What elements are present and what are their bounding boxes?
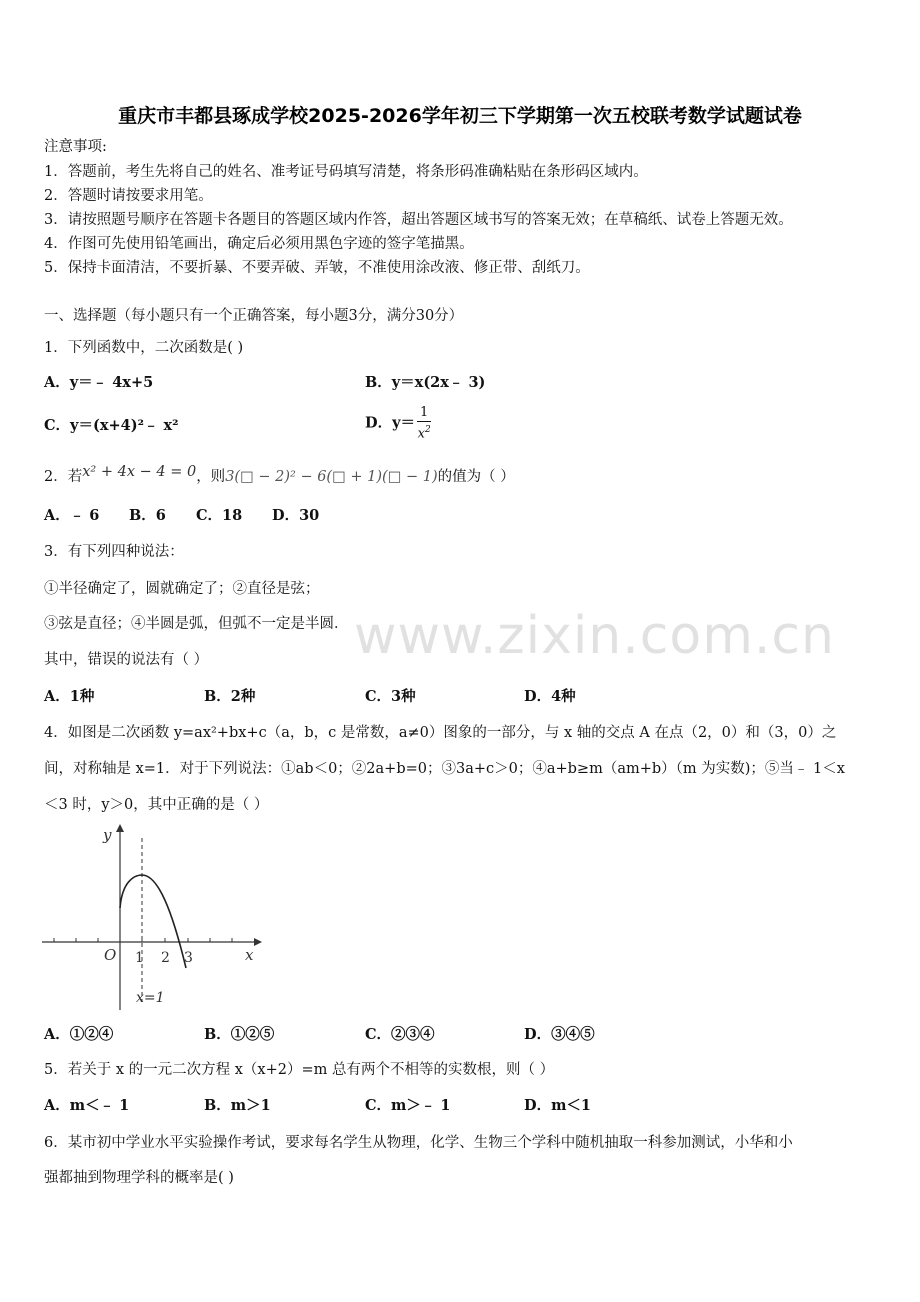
q2-option-c: C．18 bbox=[196, 507, 243, 524]
q1-option-d bbox=[365, 405, 431, 442]
q2-middle: ，则 bbox=[196, 469, 226, 485]
q3-question-line: 其中，错误的说法有（ ） bbox=[44, 652, 209, 668]
question-2-stem bbox=[44, 464, 515, 487]
q4-option-d: D．③④⑤ bbox=[524, 1026, 595, 1043]
q3-option-a: A．1种 bbox=[44, 688, 95, 705]
notice-item: 3．请按照题号顺序在答题卡各题目的答题区域内作答，超出答题区域书写的答案无效；在草稿纸、试卷上答题无效。 bbox=[44, 212, 793, 228]
y-axis-arrow bbox=[116, 824, 124, 832]
notice-item: 2．答题时请按要求用笔。 bbox=[44, 188, 213, 204]
question-6-stem-line: 6．某市初中学业水平实验操作考试，要求每名学生从物理，化学、生物三个学科中随机抽取一科参加测试，小华和小 bbox=[44, 1135, 793, 1151]
parabola-curve bbox=[120, 875, 186, 968]
q2-suffix: 的值为（ ） bbox=[437, 469, 515, 485]
y-axis-label: y bbox=[103, 826, 112, 844]
fraction-numerator: 1 bbox=[417, 405, 431, 422]
tick-label: 3 bbox=[184, 950, 193, 966]
fraction-denominator-base: x bbox=[417, 426, 425, 442]
parabola-graph bbox=[40, 820, 265, 1015]
question-6-stem-line: 强都抽到物理学科的概率是( ) bbox=[44, 1170, 234, 1186]
q5-option-c: C．m＞﹣ 1 bbox=[365, 1097, 451, 1114]
fraction bbox=[417, 405, 431, 442]
question-4-stem-line: 4．如图是二次函数 y=ax²+bx+c（a，b，c 是常数，a≠0）图象的一部分，与 x 轴的交点 A 在点（2，0）和（3，0）之 bbox=[44, 725, 837, 741]
q3-statement-line: ①半径确定了，圆就确定了；②直径是弦； bbox=[44, 581, 320, 597]
notice-item: 1．答题前，考生先将自己的姓名、准考证号码填写清楚，将条形码准确粘贴在条形码区域内。 bbox=[44, 164, 648, 180]
question-5-stem: 5．若关于 x 的一元二次方程 x（x+2）=m 总有两个不相等的实数根，则（ ） bbox=[44, 1062, 555, 1078]
watermark: www.zixin.com.cn bbox=[354, 606, 835, 666]
question-3-stem: 3．有下列四种说法： bbox=[44, 544, 184, 560]
notice-item: 5．保持卡面清洁，不要折暴、不要弄破、弄皱，不准使用涂改液、修正带、刮纸刀。 bbox=[44, 260, 590, 276]
x-axis-label: x bbox=[245, 946, 254, 964]
tick-label: 2 bbox=[161, 950, 170, 966]
question-4-stem-line: ＜3 时，y＞0，其中正确的是（ ） bbox=[44, 797, 269, 813]
notice-item: 4．作图可先使用铅笔画出，确定后必须用黑色字迹的签字笔描黑。 bbox=[44, 236, 474, 252]
q2-option-a: A．﹣ 6 bbox=[44, 507, 100, 524]
x-axis-arrow bbox=[254, 938, 262, 946]
q3-statement-line: ③弦是直径；④半圆是弧，但弧不一定是半圆． bbox=[44, 616, 349, 632]
q2-option-b: B．6 bbox=[129, 507, 166, 524]
tick-label: 1 bbox=[135, 950, 144, 966]
symmetry-axis-label: x=1 bbox=[136, 990, 165, 1006]
fraction-denominator-exponent: 2 bbox=[424, 425, 431, 435]
fraction-denominator bbox=[417, 422, 431, 442]
exam-title: 重庆市丰都县琢成学校2025-2026学年初三下学期第一次五校联考数学试题试卷 bbox=[118, 105, 802, 127]
q4-option-a: A．①②④ bbox=[44, 1026, 114, 1043]
origin-label: O bbox=[104, 946, 117, 964]
q3-option-b: B．2种 bbox=[204, 688, 256, 705]
question-1-stem: 1．下列函数中，二次函数是( ) bbox=[44, 340, 244, 356]
q4-option-b: B．①②⑤ bbox=[204, 1026, 275, 1043]
q5-option-b: B．m＞1 bbox=[204, 1097, 271, 1114]
q3-option-d: D．4种 bbox=[524, 688, 576, 705]
q2-expression: 3(□ − 2)² − 6(□ + 1)(□ − 1) bbox=[225, 469, 438, 485]
q5-option-d: D．m＜1 bbox=[524, 1097, 592, 1114]
q2-option-d: D．30 bbox=[272, 507, 320, 524]
q1-option-b: B．y＝x(2x﹣ 3) bbox=[365, 374, 486, 391]
q1-option-d-prefix: D．y＝ bbox=[365, 414, 415, 432]
q2-condition: x² + 4x − 4 = 0 bbox=[82, 464, 197, 480]
q5-option-a: A．m＜﹣ 1 bbox=[44, 1097, 130, 1114]
q1-option-c: C．y＝(x+4)²﹣ x² bbox=[44, 417, 179, 434]
question-4-stem-line: 间，对称轴是 x=1．对于下列说法：①ab＜0；②2a+b=0；③3a+c＞0；④a+b≥m（am+b）（m 为实数)；⑤当﹣ 1＜x bbox=[44, 761, 845, 777]
q4-option-c: C．②③④ bbox=[365, 1026, 435, 1043]
q3-option-c: C．3种 bbox=[365, 688, 416, 705]
notice-heading: 注意事项: bbox=[44, 139, 107, 155]
section-heading: 一、选择题（每小题只有一个正确答案，每小题3分，满分30分） bbox=[44, 308, 464, 324]
q1-option-a: A．y＝﹣ 4x+5 bbox=[44, 374, 154, 391]
q2-prefix: 2．若 bbox=[44, 469, 83, 485]
